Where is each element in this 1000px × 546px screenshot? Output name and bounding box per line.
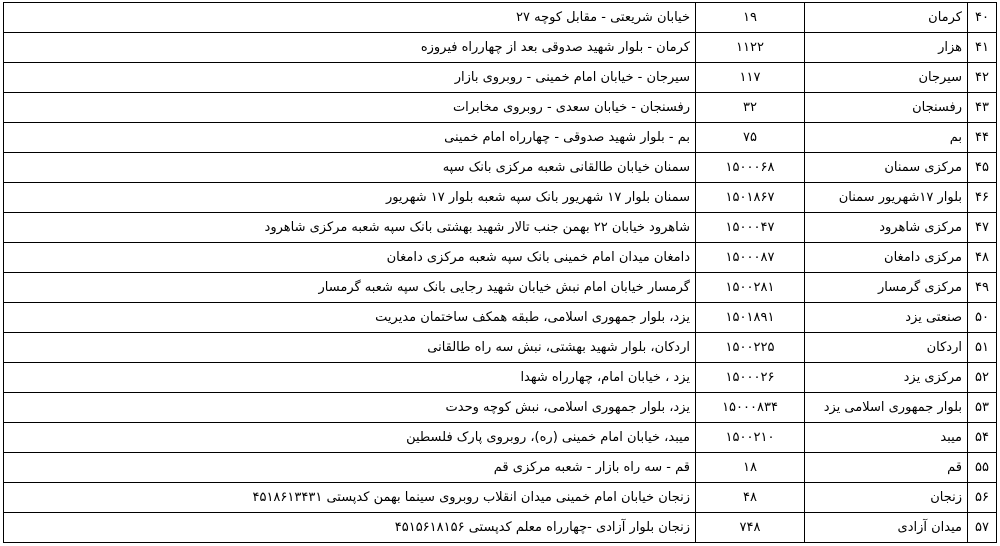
branch-name: مرکزی دامغان [805, 243, 968, 273]
table-row [4, 213, 997, 243]
branch-code: ۱۸ [696, 453, 805, 483]
branch-code: ۱۱۲۲ [696, 33, 805, 63]
branch-address: سیرجان - خیابان امام خمینی - روبروی بازار [4, 63, 696, 93]
branch-address: میبد، خیابان امام خمینی (ره)، روبروی پارک فلسطین [4, 423, 696, 453]
branch-address: سمنان خیابان طالقانی شعبه مرکزی بانک سپه [4, 153, 696, 183]
table-row [4, 63, 997, 93]
branch-address: خیابان شریعتی - مقابل کوچه ۲۷ [4, 3, 696, 33]
branch-code: ۷۵ [696, 123, 805, 153]
branch-name: مرکزی یزد [805, 363, 968, 393]
branch-address: شاهرود خیابان ۲۲ بهمن جنب تالار شهید بهشتی بانک سپه شعبه مرکزی شاهرود [4, 213, 696, 243]
branch-name: رفسنجان [805, 93, 968, 123]
branch-name: مرکزی گرمسار [805, 273, 968, 303]
table-row [4, 363, 997, 393]
row-number: ۴۰ [968, 3, 997, 33]
table-row [4, 393, 997, 423]
branch-code: ۱۵۰۰۰۴۷ [696, 213, 805, 243]
table-row [4, 33, 997, 63]
branch-address: یزد، بلوار جمهوری اسلامی، نبش کوچه وحدت [4, 393, 696, 423]
branch-table-body [4, 3, 997, 543]
branch-name: مرکزی سمنان [805, 153, 968, 183]
branch-name: هزار [805, 33, 968, 63]
branch-address: زنجان بلوار آزادی -چهارراه معلم کدپستی ۴۵۱۵۶۱۸۱۵۶ [4, 513, 696, 543]
branch-code: ۱۹ [696, 3, 805, 33]
branch-name: بم [805, 123, 968, 153]
row-number: ۴۴ [968, 123, 997, 153]
branch-table [3, 2, 997, 543]
table-row [4, 483, 997, 513]
table-row [4, 453, 997, 483]
branch-address: اردکان، بلوار شهید بهشتی، نبش سه راه طالقانی [4, 333, 696, 363]
branch-code: ۱۵۰۰۲۸۱ [696, 273, 805, 303]
branch-address: قم - سه راه بازار - شعبه مرکزی قم [4, 453, 696, 483]
branch-code: ۷۴۸ [696, 513, 805, 543]
row-number: ۴۳ [968, 93, 997, 123]
row-number: ۵۲ [968, 363, 997, 393]
branch-name: بلوار جمهوری اسلامی یزد [805, 393, 968, 423]
table-row [4, 303, 997, 333]
row-number: ۵۷ [968, 513, 997, 543]
branch-code: ۱۵۰۱۸۹۱ [696, 303, 805, 333]
branch-code: ۴۸ [696, 483, 805, 513]
branch-address: رفسنجان - خیابان سعدی - روبروی مخابرات [4, 93, 696, 123]
table-row [4, 3, 997, 33]
row-number: ۵۴ [968, 423, 997, 453]
branch-name: قم [805, 453, 968, 483]
row-number: ۵۰ [968, 303, 997, 333]
table-row [4, 123, 997, 153]
branch-code: ۱۱۷ [696, 63, 805, 93]
table-row [4, 333, 997, 363]
branch-address: کرمان - بلوار شهید صدوقی بعد از چهارراه فیروزه [4, 33, 696, 63]
row-number: ۵۵ [968, 453, 997, 483]
branch-code: ۱۵۰۰۰۶۸ [696, 153, 805, 183]
branch-code: ۱۵۰۰۲۱۰ [696, 423, 805, 453]
table-row [4, 243, 997, 273]
branch-name: مرکزی شاهرود [805, 213, 968, 243]
table-row [4, 183, 997, 213]
row-number: ۵۳ [968, 393, 997, 423]
table-row [4, 513, 997, 543]
row-number: ۴۸ [968, 243, 997, 273]
branch-code: ۱۵۰۱۸۶۷ [696, 183, 805, 213]
branch-address: سمنان بلوار ۱۷ شهریور بانک سپه شعبه بلوار ۱۷ شهریور [4, 183, 696, 213]
branch-name: زنجان [805, 483, 968, 513]
branch-address: گرمسار خیابان امام نبش خیابان شهید رجایی بانک سپه شعبه گرمسار [4, 273, 696, 303]
table-row [4, 153, 997, 183]
branch-name: کرمان [805, 3, 968, 33]
row-number: ۴۵ [968, 153, 997, 183]
branch-name: میبد [805, 423, 968, 453]
row-number: ۵۱ [968, 333, 997, 363]
table-row [4, 93, 997, 123]
table-row [4, 423, 997, 453]
branch-address: یزد ، خیابان امام، چهارراه شهدا [4, 363, 696, 393]
row-number: ۴۶ [968, 183, 997, 213]
branch-code: ۳۲ [696, 93, 805, 123]
row-number: ۴۱ [968, 33, 997, 63]
row-number: ۴۷ [968, 213, 997, 243]
branch-address: دامغان میدان امام خمینی بانک سپه شعبه مرکزی دامغان [4, 243, 696, 273]
branch-name: صنعتی یزد [805, 303, 968, 333]
branch-name: میدان آزادی [805, 513, 968, 543]
branch-code: ۱۵۰۰۰۲۶ [696, 363, 805, 393]
branch-code: ۱۵۰۰۰۸۳۴ [696, 393, 805, 423]
row-number: ۵۶ [968, 483, 997, 513]
table-row [4, 273, 997, 303]
row-number: ۴۹ [968, 273, 997, 303]
branch-code: ۱۵۰۰۲۲۵ [696, 333, 805, 363]
branch-address: بم - بلوار شهید صدوقی - چهارراه امام خمینی [4, 123, 696, 153]
row-number: ۴۲ [968, 63, 997, 93]
branch-address: یزد، بلوار جمهوری اسلامی، طبقه همکف ساختمان مدیریت [4, 303, 696, 333]
branch-name: سیرجان [805, 63, 968, 93]
branch-code: ۱۵۰۰۰۸۷ [696, 243, 805, 273]
branch-address: زنجان خیابان امام خمینی میدان انقلاب روبروی سینما بهمن کدپستی ۴۵۱۸۶۱۳۴۳۱ [4, 483, 696, 513]
branch-name: اردکان [805, 333, 968, 363]
branch-name: بلوار ۱۷شهریور سمنان [805, 183, 968, 213]
